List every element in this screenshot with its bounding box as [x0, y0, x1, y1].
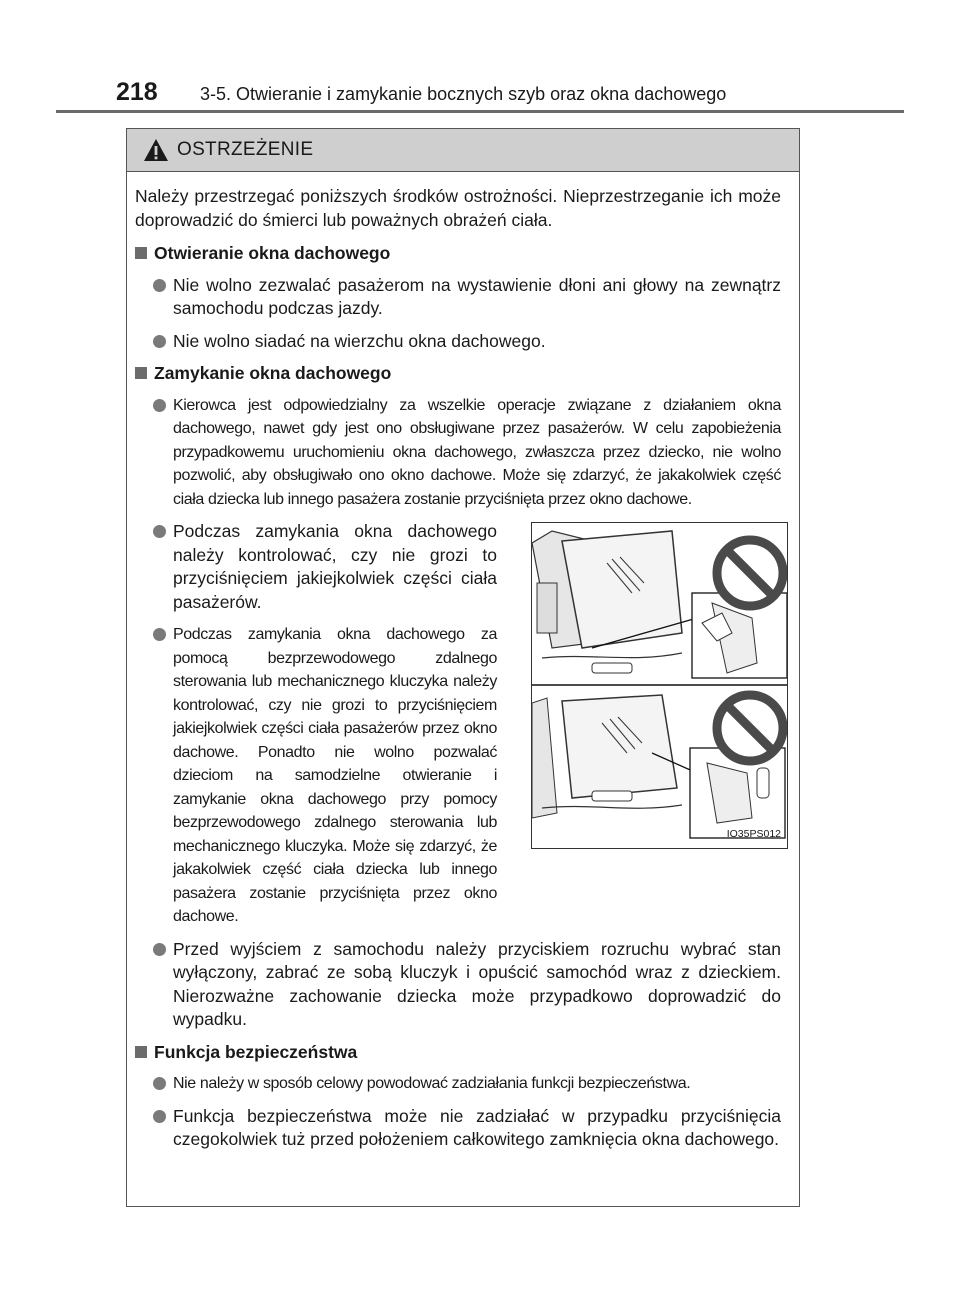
illustration-drawing	[532, 523, 788, 849]
circle-bullet-icon	[153, 628, 166, 641]
warning-intro: Należy przestrzegać poniższych środków ostrożności. Nieprzestrzeganie ich może doprowadzić do śmierci lub poważnych obrażeń ciała.	[135, 186, 781, 230]
illustrated-block	[135, 520, 781, 929]
section-heading: Funkcja bezpieczeństwa	[135, 1041, 781, 1065]
sunroof-warning-illustration	[531, 522, 788, 849]
square-bullet-icon	[135, 367, 147, 379]
list-item: Podczas zamykania okna dachowego należy kontrolować, czy nie grozi to przyciśnięciem jakiejkolwiek części ciała pasażerów.	[135, 520, 497, 614]
circle-bullet-icon	[153, 279, 166, 292]
page-number: 218	[116, 78, 158, 106]
circle-bullet-icon	[153, 525, 166, 538]
page-header	[0, 0, 960, 115]
list-item: Podczas zamykania okna dachowego za pomocą bezprzewodowego zdalnego sterowania lub mechanicznego kluczyka należy kontrolować, czy nie grozi to przyciśnięciem jakiejkolwiek części ciała pasażerów przez okno dachowe. Ponadto nie wolno pozwalać dzieciom na samodzielne otwieranie i zamykanie okna dachowego przy pomocy bezprzewodowego zdalnego sterowania lub mechanicznego kluczyka. Może się zdarzyć, że jakakolwiek część ciała dziecka lub innego pasażera zostanie przyciśnięta przez okno dachowe.	[135, 623, 497, 929]
warning-content	[135, 185, 781, 1161]
list-item: Nie należy w sposób celowy powodować zadziałania funkcji bezpieczeństwa.	[135, 1072, 781, 1096]
circle-bullet-icon	[153, 943, 166, 956]
section-heading: Otwieranie okna dachowego	[135, 242, 781, 266]
list-item: Nie wolno siadać na wierzchu okna dachowego.	[135, 330, 781, 354]
warning-triangle-icon	[143, 138, 169, 162]
list-item: Przed wyjściem z samochodu należy przyciskiem rozruchu wybrać stan wyłączony, zabrać ze sobą kluczyk i opuścić samochód wraz z dzieckiem. Nierozważne zachowanie dziecka może przypadkowo doprowadzić do wypadku.	[135, 938, 781, 1032]
list-item: Nie wolno zezwalać pasażerom na wystawienie dłoni ani głowy na zewnątrz samochodu podczas jazdy.	[135, 274, 781, 321]
square-bullet-icon	[135, 1046, 147, 1058]
list-item: Funkcja bezpieczeństwa może nie zadziałać w przypadku przyciśnięcia czegokolwiek tuż przed położeniem całkowitego zamknięcia okna dachowego.	[135, 1105, 781, 1152]
header-rule	[56, 110, 904, 113]
section-heading: Zamykanie okna dachowego	[135, 362, 781, 386]
warning-box	[126, 128, 800, 1207]
warning-header	[127, 129, 799, 172]
chapter-title: 3-5. Otwieranie i zamykanie bocznych szyb oraz okna dachowego	[200, 84, 727, 104]
circle-bullet-icon	[153, 399, 166, 412]
warning-label: OSTRZEŻENIE	[177, 139, 314, 160]
list-item: Kierowca jest odpowiedzialny za wszelkie operacje związane z działaniem okna dachowego, nawet gdy jest ono obsługiwane przez pasażerów. W celu zapobieżenia przypadkowemu uruchomieniu okna dachowego, zwłaszcza przez dziecko, nie wolno pozwolić, aby obsługiwało ono okno dachowe. Może się zdarzyć, że jakakolwiek część ciała dziecka lub innego pasażera zostanie przyciśnięta przez okno dachowe.	[135, 394, 781, 512]
circle-bullet-icon	[153, 1110, 166, 1123]
circle-bullet-icon	[153, 1077, 166, 1090]
circle-bullet-icon	[153, 335, 166, 348]
square-bullet-icon	[135, 247, 147, 259]
illustration-code: IO35PS012	[726, 827, 781, 840]
